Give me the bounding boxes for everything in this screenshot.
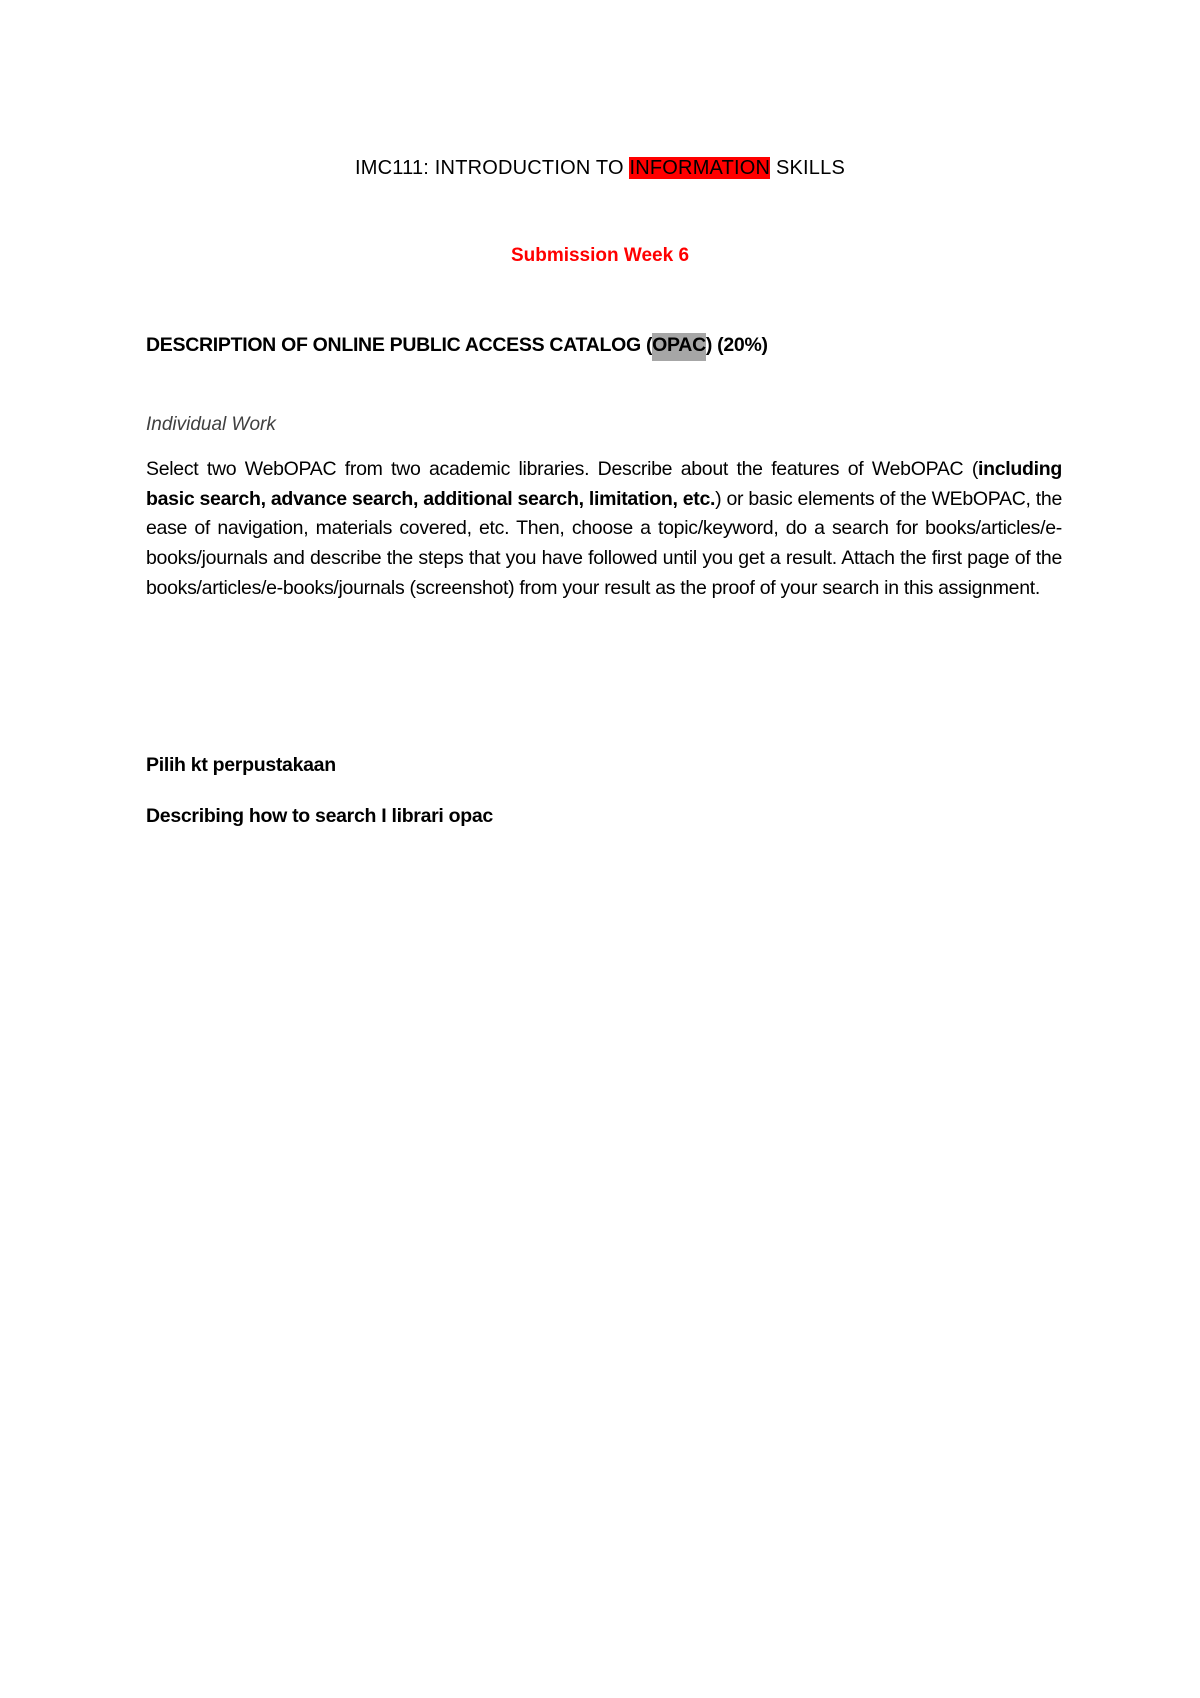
document-title	[0, 157, 1200, 180]
note-choose-library: Pilih kt perpustakaan	[146, 754, 336, 776]
submission-week-label: Submission Week 6	[510, 245, 690, 266]
individual-work-label: Individual Work	[146, 414, 276, 435]
instructions-paragraph	[146, 455, 1062, 604]
heading-text-start: DESCRIPTION OF ONLINE PUBLIC ACCESS CATALOG (	[146, 334, 653, 356]
paragraph-text-start: Select two WebOPAC from two academic libraries. Describe about the features of WebOPAC (	[146, 458, 979, 480]
paragraph-bold-features: including basic search, advance search, additional search, limitation, etc.	[146, 458, 1062, 510]
title-text-end: SKILLS	[770, 157, 845, 179]
note-describe-search: Describing how to search I librari opac	[146, 805, 493, 827]
heading-text-end: ) (20%)	[705, 334, 768, 356]
heading-highlighted-word: OPAC	[652, 333, 706, 361]
title-text-start: IMC111: INTRODUCTION TO	[355, 157, 630, 179]
assignment-heading	[146, 334, 768, 357]
title-highlighted-word: INFORMATION	[629, 157, 771, 179]
paragraph-text-end: ) or basic elements of the WEbOPAC, the ease of navigation, materials covered, etc. Then, choose a topic/keyword, do a search for books/articles/e-books/journals and describe the steps that you have followed until you get a result. Attach the first page of the books/articles/e-books/journals (screenshot) from your result as the proof of your search in this assignment.	[146, 487, 1063, 599]
